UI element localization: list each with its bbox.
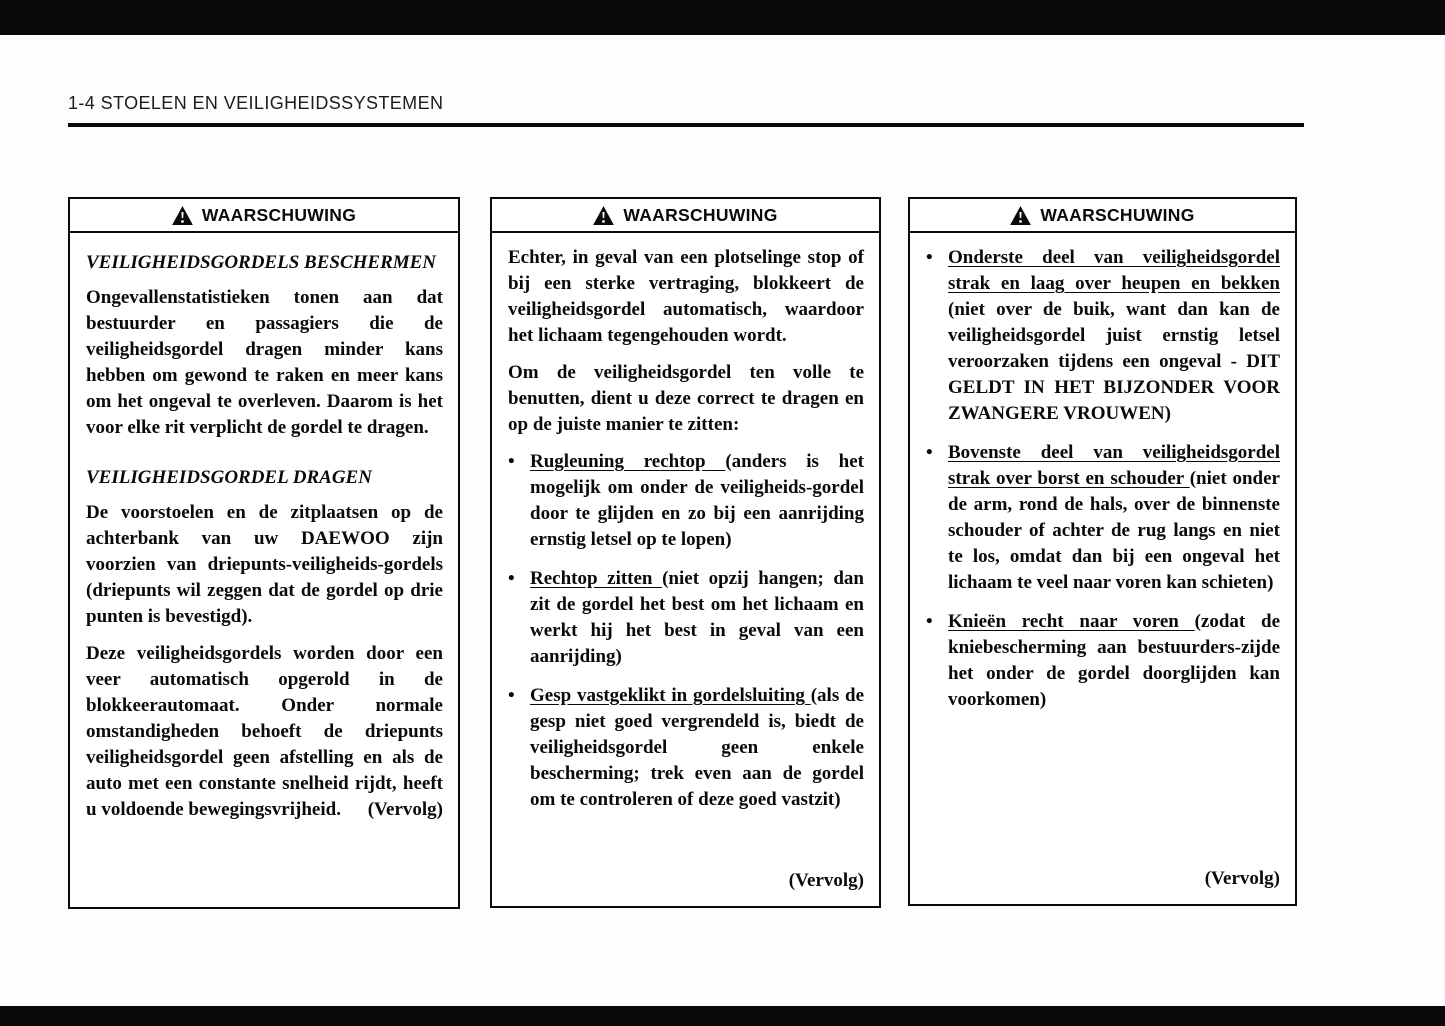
continued-label: (Vervolg) <box>367 799 443 820</box>
warning-title: WAARSCHUWING <box>1040 204 1195 225</box>
underlined-phrase: Rugleuning rechtop <box>530 451 726 472</box>
bullet-item <box>508 566 864 670</box>
warning-header <box>910 199 1295 233</box>
bullet-text: Bovenste deel van veiligheidsgordel strak over borst en schouder (niet onder de arm, rond de hals, over de binnenste schouder of achter de rug langs en niet te los, omdat dan bij een ongeval het lichaam te veel naar voren kan schieten) <box>948 442 1280 593</box>
paragraph: Echter, in geval van een plotselinge stop of bij een sterke vertraging, blokkeert de veiligheidsgordel automatisch, waardoor het lichaam tegengehouden wordt. <box>508 247 864 346</box>
paragraph: Deze veiligheidsgordels worden door een veer automatisch opgerold in de blokkeerautomaat. Onder normale omstandigheden behoeft de driepunts veiligheidsgordel geen afstelling en als de auto met een constante snelheid rijdt, heeft u voldoende bewegingsvrijheid. (Vervolg) <box>86 641 443 823</box>
bullet-text: Rugleuning rechtop (anders is het mogelijk om onder de veiligheids-gordel door te glijden en zo bij een aanrijding ernstig letsel op te lopen) <box>530 451 864 550</box>
underlined-phrase: Bovenste deel van veiligheidsgordel strak over borst en schouder <box>948 442 1280 489</box>
top-black-bar <box>0 0 1445 35</box>
bullet-icon: • <box>508 685 515 706</box>
warning-header <box>70 199 458 233</box>
bottom-black-bar <box>0 1006 1445 1026</box>
warning-triangle-icon <box>593 206 614 225</box>
bullet-item <box>926 609 1280 713</box>
continued-label: (Vervolg) <box>788 870 864 891</box>
underlined-phrase: Gesp vastgeklikt in gordelsluiting <box>530 685 811 706</box>
warning-box-3 <box>908 197 1297 906</box>
warning-box-1 <box>68 197 460 909</box>
section-heading: VEILIGHEIDSGORDELS BESCHERMEN <box>86 252 437 273</box>
paragraph: Ongevallenstatistieken tonen aan dat bestuurder en passagiers die de veiligheidsgordel dragen minder kans hebben om gewond te raken en meer kans om het ongeval te overleven. Daarom is het voor elke rit verplicht de gordel te dragen. <box>86 287 443 438</box>
continued-label: (Vervolg) <box>1204 868 1280 889</box>
bullet-text: Rechtop zitten (niet opzij hangen; dan zit de gordel het best om het lichaam en werkt hij het best in geval van een aanrijding) <box>530 568 864 667</box>
bullet-icon: • <box>926 611 933 632</box>
bullet-text: Gesp vastgeklikt in gordelsluiting (als de gesp niet goed vergrendeld is, biedt de veiligheidsgordel geen enkele bescherming; trek even aan de gordel om te controleren of deze goed vastzit) <box>530 685 864 810</box>
warning-title: WAARSCHUWING <box>201 204 357 225</box>
page-header: 1-4 STOELEN EN VEILIGHEIDSSYSTEMEN <box>68 93 444 113</box>
warning-content <box>70 233 458 907</box>
bullet-text: Knieën recht naar voren (zodat de kniebescherming aan bestuurders-zijde het onder de gordel doorglijden kan voorkomen) <box>948 611 1281 710</box>
underlined-phrase: Onderste deel van veiligheidsgordel strak en laag over heupen en bekken <box>948 247 1280 294</box>
underlined-phrase: Knieën recht naar voren <box>948 611 1195 632</box>
section-heading: VEILIGHEIDSGORDEL DRAGEN <box>86 467 372 488</box>
bullet-item <box>508 449 864 553</box>
bullet-item <box>926 245 1280 427</box>
paragraph: Om de veiligheidsgordel ten volle te benutten, dient u deze correct te dragen en op de juiste manier te zitten: <box>508 362 864 435</box>
bullet-icon: • <box>508 568 515 589</box>
underlined-phrase: Rechtop zitten <box>530 568 663 589</box>
bullet-item <box>508 683 864 813</box>
warning-header <box>492 199 879 233</box>
warning-content <box>492 233 879 906</box>
bullet-icon: • <box>926 442 933 463</box>
bullet-text: Onderste deel van veiligheidsgordel strak en laag over heupen en bekken (niet over de buik, want dan kan de veiligheidsgordel juist ernstig letsel veroorzaken tijdens een ongeval - DIT GELDT IN HET BIJZONDER VOOR ZWANGERE VROUWEN) <box>948 247 1280 424</box>
bullet-item <box>926 440 1280 596</box>
bullet-icon: • <box>508 451 515 472</box>
warning-box-2 <box>490 197 881 908</box>
warning-triangle-icon <box>1010 206 1031 225</box>
header-rule <box>68 123 1304 127</box>
paragraph: De voorstoelen en de zitplaatsen op de achterbank van uw DAEWOO zijn voorzien van driepunts-veiligheids-gordels (driepunts wil zeggen dat de gordel op drie punten is bevestigd). <box>86 502 443 627</box>
warning-title: WAARSCHUWING <box>623 204 778 225</box>
warning-content <box>910 233 1295 904</box>
warning-triangle-icon <box>172 206 193 225</box>
bullet-icon: • <box>926 247 933 268</box>
